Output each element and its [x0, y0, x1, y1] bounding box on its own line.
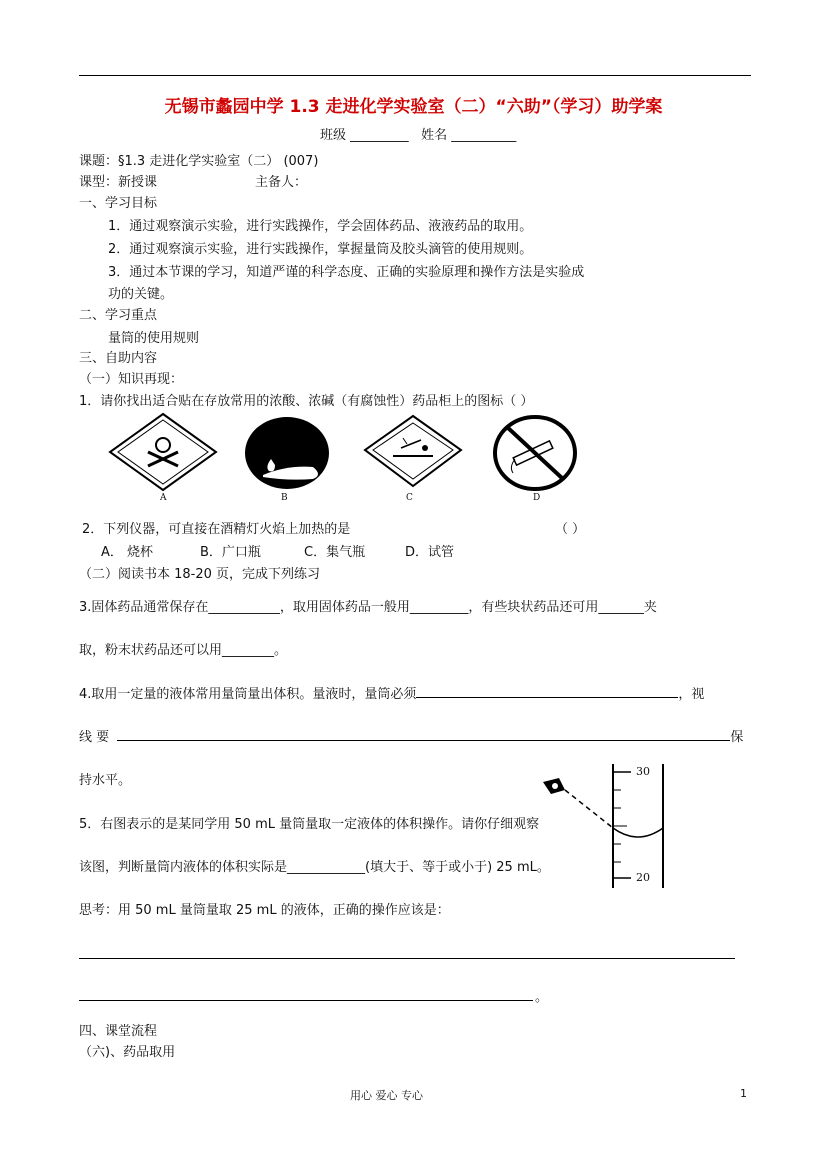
question-4-blank-1[interactable] — [416, 685, 678, 698]
think-question: 思考：用 50 mL 量筒量取 25 mL 的液体，正确的操作应该是： — [79, 903, 450, 918]
goal-item-3-cont: 功的关键。 — [108, 287, 174, 302]
question-3-line-1: 3.固体药品通常保存在___________，取用固体药品一般用_________，有些块状药品还可用_______夹 — [79, 600, 657, 615]
focus-text: 量筒的使用规则 — [108, 331, 200, 346]
sign-label-b: B — [281, 493, 288, 503]
answer-line-1[interactable] — [79, 958, 735, 959]
page-title: 无锡市蠡园中学 1.3 走进化学实验室（二）“六助”（学习）助学案 — [164, 97, 663, 117]
sign-label-d: D — [533, 493, 541, 503]
page-number: 1 — [740, 1087, 747, 1100]
class-name-line — [320, 124, 516, 143]
goal-item-3: 3．通过本节课的学习，知道严谨的科学态度、正确的实验原理和操作方法是实验成 — [108, 265, 585, 280]
hazard-sign-explosive-icon[interactable] — [363, 414, 463, 490]
class-blank[interactable]: _________ — [350, 128, 409, 143]
section-1-title: 一、学习目标 — [79, 196, 158, 211]
class-label: 班级 — [320, 128, 347, 143]
section-4-title: 四、课堂流程 — [79, 1024, 158, 1039]
course-type: 课型：新授课 — [79, 175, 158, 190]
subsection-reading: （二）阅读书本 18-20 页，完成下列练习 — [79, 567, 321, 582]
answer-line-2[interactable] — [79, 1000, 533, 1001]
question-4-line-3: 持水平。 — [79, 773, 132, 788]
hazard-sign-toxic-icon[interactable] — [108, 412, 218, 492]
name-label: 姓名 — [421, 128, 448, 143]
question-2-answer[interactable]: （ ） — [555, 522, 586, 537]
question-5-line-2: 该图，判断量筒内液体的体积实际是____________(填大于、等于或小于) 25 mL。 — [79, 860, 550, 875]
sign-label-c: C — [406, 493, 413, 503]
cylinder-mark-30: 30 — [636, 765, 650, 778]
think-end-mark: 。 — [535, 990, 549, 1005]
name-blank[interactable]: __________ — [451, 128, 517, 143]
hazard-sign-corrosive-icon[interactable] — [243, 415, 333, 495]
goal-item-1: 1．通过观察演示实验，进行实践操作，学会固体药品、液液药品的取用。 — [108, 219, 533, 234]
question-1: 1．请你找出适合贴在存放常用的浓酸、浓碱（有腐蚀性）药品柜上的图标（ ） — [79, 394, 534, 409]
question-5-line-1: 5．右图表示的是某同学用 50 mL 量筒量取一定液体的体积操作。请你仔细观察 — [79, 817, 540, 832]
preparer: 主备人： — [255, 175, 308, 190]
question-3-line-2: 取，粉末状药品还可以用________。 — [79, 643, 288, 658]
goal-item-2: 2．通过观察演示实验，进行实践操作，掌握量筒及胶头滴管的使用规则。 — [108, 242, 533, 257]
subsection-medicine: （六)、药品取用 — [79, 1045, 176, 1060]
question-4-text-b: ，视 — [678, 687, 705, 702]
subsection-knowledge: （一）知识再现： — [79, 372, 184, 387]
section-2-title: 二、学习重点 — [79, 308, 158, 323]
option-c: C．集气瓶 — [304, 545, 366, 560]
topic-line: 课题：§1.3 走进化学实验室（二） (007) — [79, 154, 319, 169]
question-4-text-d: 保 — [730, 730, 744, 745]
no-smoking-sign-icon[interactable] — [491, 415, 581, 495]
question-4-text-c: 线 要 — [79, 730, 110, 745]
question-2: 2．下列仪器，可直接在酒精灯火焰上加热的是 — [82, 522, 351, 537]
question-4-line-1 — [79, 683, 704, 702]
question-4-text-a: 4.取用一定量的液体常用量筒量出体积。量液时，量筒必须 — [79, 687, 417, 702]
option-a: A． 烧杯 — [101, 545, 154, 560]
footer-motto: 用心 爱心 专心 — [350, 1089, 423, 1102]
top-rule — [79, 75, 751, 76]
cylinder-mark-20: 20 — [636, 871, 650, 884]
sign-label-a: A — [160, 493, 167, 503]
question-4-blank-2[interactable] — [117, 728, 730, 741]
option-b: B．广口瓶 — [200, 545, 261, 560]
option-d: D．试管 — [405, 545, 455, 560]
section-3-title: 三、自助内容 — [79, 351, 158, 366]
graduated-cylinder-icon — [535, 760, 685, 890]
question-4-line-2 — [79, 726, 743, 745]
